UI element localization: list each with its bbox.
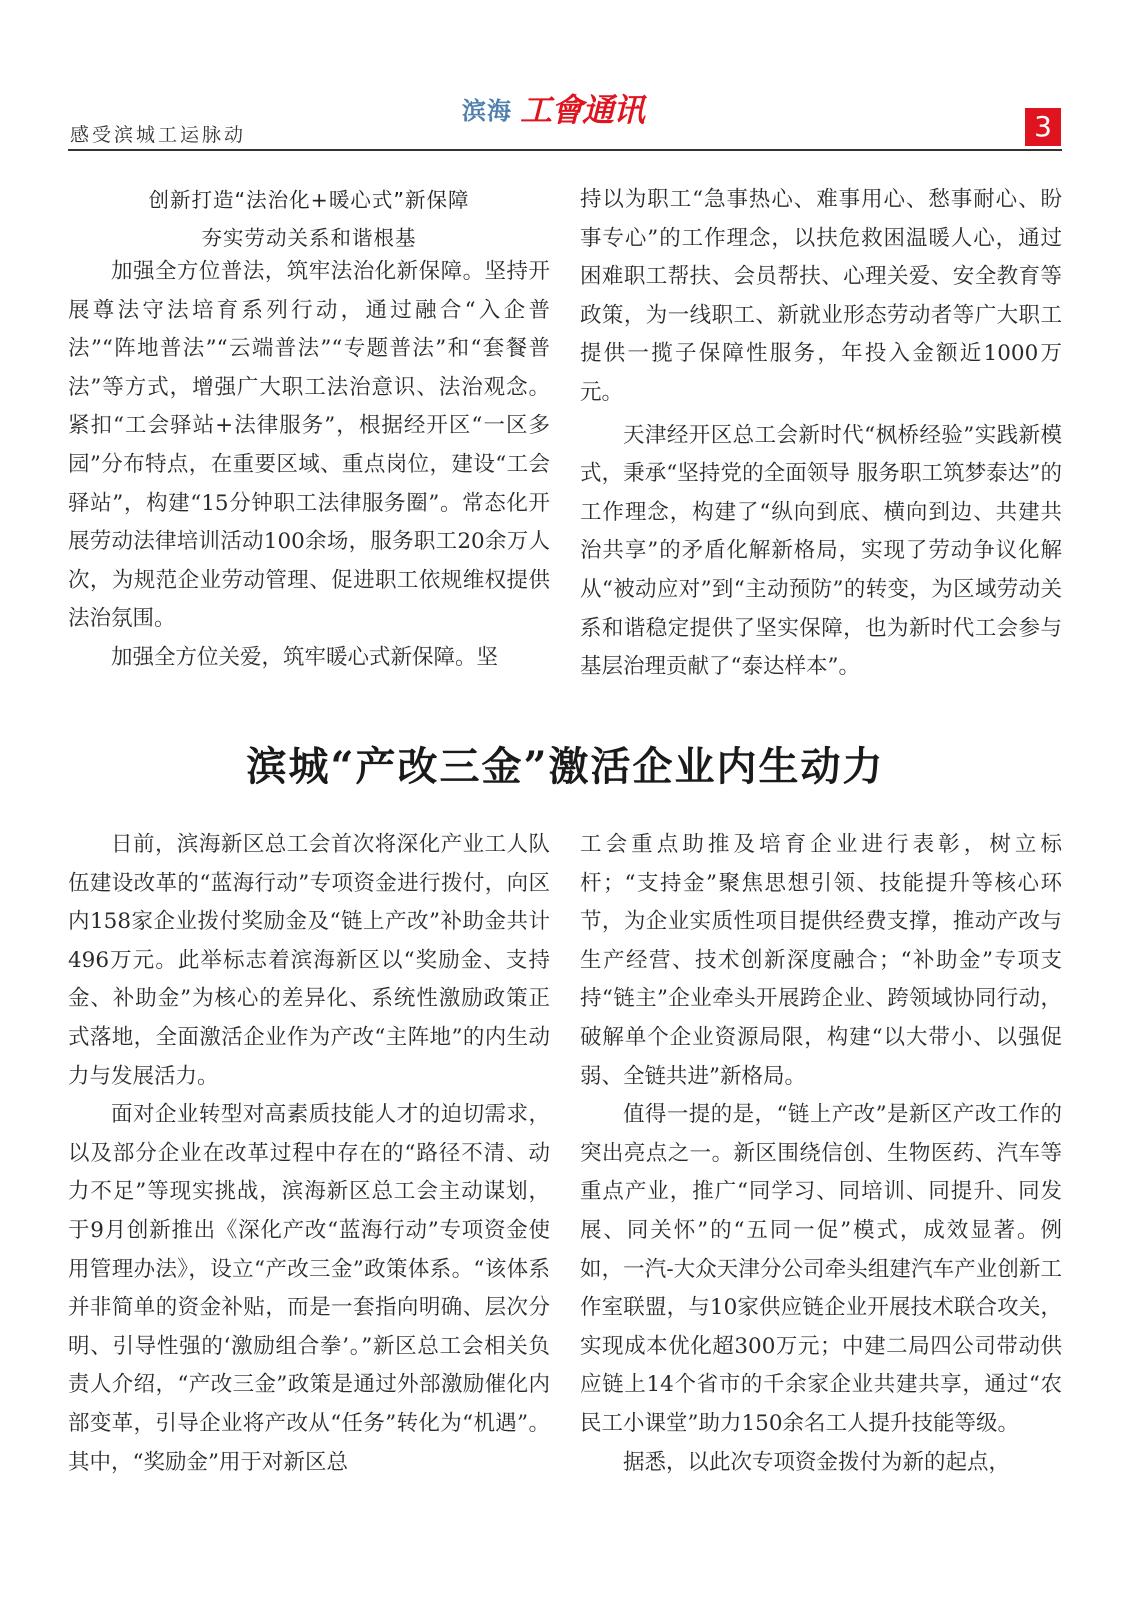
header-divider xyxy=(68,149,1062,151)
article1-paragraph: 天津经开区总工会新时代“枫桥经验”实践新模式，秉承“坚持党的全面领导 服务职工筑梦泰达”的工作理念，构建了“纵向到底、横向到边、共建共治共享”的矛盾化解新格局，实现了劳动争议化解从“被动应对”到“主动预防”的转变，为区域劳动关系和谐稳定提供了坚实保障，也为新时代工会参与基层治理贡献了“泰达样本”。 xyxy=(580,422,1062,680)
article2-left-column xyxy=(68,826,550,1482)
article1-paragraph: 加强全方位普法，筑牢法治化新保障。坚持开展尊法守法培育系列行动，通过融合“入企普法”“阵地普法”“云端普法”“专题普法”和“套餐普法”等方式，增强广大职工法治意识、法治观念。紧扣“工会驿站+法律服务”，根据经开区“一区多园”分布特点，在重要区域、重点岗位，建设“工会驿站”，构建“15分钟职工法律服务圈”。常态化开展劳动法律培训活动100余场，服务职工20余万人次，为规范企业劳动管理、促进职工依规维权提供法治氛围。 xyxy=(68,259,550,632)
article1-subtitle-line1: 创新打造“法治化+暖心式”新保障 xyxy=(148,188,470,212)
page-number: 3 xyxy=(1025,108,1061,146)
article1-right-column xyxy=(580,181,1062,687)
masthead-left: 滨海 xyxy=(462,96,512,125)
section-title: 感受滨城工运脉动 xyxy=(70,124,247,146)
article1-paragraph: 持以为职工“急事热心、难事用心、愁事耐心、盼事专心”的工作理念，以扶危救困温暖人心，通过困难职工帮扶、会员帮扶、心理关爱、安全教育等政策，为一线职工、新就业形态劳动者等广大职工提供一揽子保障性服务，年投入金额近1000万元。 xyxy=(580,187,1062,405)
article1-left-column xyxy=(68,181,550,678)
article2-right-column xyxy=(580,826,1062,1482)
article1-subtitle-line2: 夯实劳动关系和谐根基 xyxy=(201,226,417,250)
masthead-logo xyxy=(462,86,644,130)
masthead-right: 工會通讯 xyxy=(520,91,645,129)
article1-paragraph: 加强全方位关爱，筑牢暖心式新保障。坚 xyxy=(111,644,499,670)
article2-paragraph: 工会重点助推及培育企业进行表彰，树立标杆；“支持金”聚焦思想引领、技能提升等核心环节，为企业实质性项目提供经费支撑，推动产改与生产经营、技术创新深度融合；“补助金”专项支持“链主”企业牵头开展跨企业、跨领域协同行动，破解单个企业资源局限，构建“以大带小、以强促弱、全链共进”新格局。 xyxy=(580,832,1062,1089)
article2-paragraph: 日前，滨海新区总工会首次将深化产业工人队伍建设改革的“蓝海行动”专项资金进行拨付，向区内158家企业拨付奖励金及“链上产改”补助金共计496万元。此举标志着滨海新区以“奖励金、支持金、补助金”为核心的差异化、系统性激励政策正式落地，全面激活企业作为产改“主阵地”的内生动力与发展活力。 xyxy=(68,832,550,1089)
article2-headline: 滨城“产改三金”激活企业内生动力 xyxy=(246,743,885,790)
article2-paragraph: 面对企业转型对高素质技能人才的迫切需求，以及部分企业在改革过程中存在的“路径不清、动力不足”等现实挑战，滨海新区总工会主动谋划，于9月创新推出《深化产改“蓝海行动”专项资金使用管理办法》，设立“产改三金”政策体系。“该体系并非简单的资金补贴，而是一套指向明确、层次分明、引导性强的‘激励组合拳’。”新区总工会相关负责人介绍，“产改三金”政策是通过外部激励催化内部变革，引导企业将产改从“任务”转化为“机遇”。其中，“奖励金”用于对新区总 xyxy=(68,1102,550,1475)
article2-paragraph: 值得一提的是，“链上产改”是新区产改工作的突出亮点之一。新区围绕信创、生物医药、汽车等重点产业，推广“同学习、同培训、同提升、同发展、同关怀”的“五同一促”模式，成效显著。例如，一汽-大众天津分公司牵头组建汽车产业创新工作室联盟，与10家供应链企业开展技术联合攻关，实现成本优化超300万元；中建二局四公司带动供应链上14个省市的千余家企业共建共享，通过“农民工小课堂”助力150余名工人提升技能等级。 xyxy=(580,1102,1062,1436)
article2-paragraph: 据悉，以此次专项资金拨付为新的起点， xyxy=(623,1449,1011,1475)
